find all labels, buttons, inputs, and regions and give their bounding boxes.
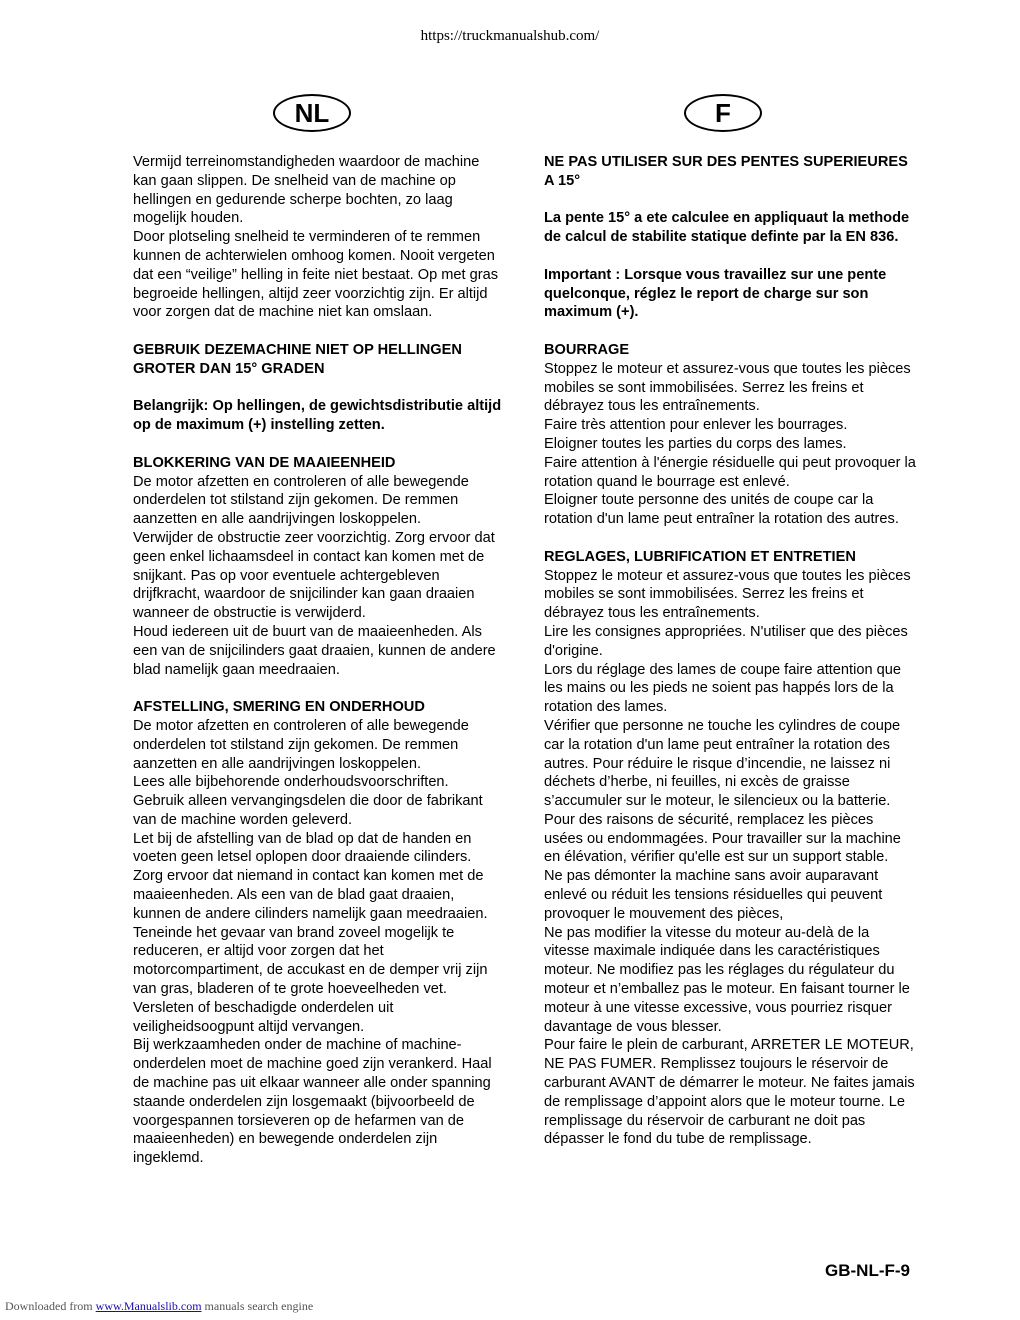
f-reglages-text-3: Lors du réglage des lames de coupe faire attention que les mains ou les pieds ne soient pas happés lors de la rotation des lames.: [544, 661, 901, 716]
f-bourrage-text-3: Eloigner toutes les parties du corps des lames.: [544, 435, 847, 452]
column-french: [544, 153, 916, 1168]
nl-maintenance-heading: AFSTELLING, SMERING EN ONDERHOUD: [133, 699, 425, 716]
f-reglages-section: [544, 548, 916, 1150]
nl-slope-warning: GEBRUIK DEZEMACHINE NIET OP HELLINGEN GROTER DAN 15° GRADEN: [133, 341, 462, 377]
nl-important-note: Belangrijk: Op hellingen, de gewichtsdistributie altijd op de maximum (+) instelling zetten.: [133, 398, 502, 434]
f-reglages-text-1: Stoppez le moteur et assurez-vous que toutes les pièces mobiles se sont immobilisées. Serrez les freins et débrayez tous les entraînements.: [544, 567, 911, 622]
column-dutch: [133, 153, 505, 1187]
f-bourrage-text-5: Eloigner toute personne des unités de coupe car la rotation d'un lame peut entraîner la rotation des autres.: [544, 492, 899, 528]
download-footer: [5, 1299, 313, 1314]
nl-intro-text-2: Door plotseling snelheid te verminderen of te remmen kunnen de achterwielen omhoog komen. Nooit vergeten dat een “veilige” helling in feite niet bestaat. Op met gras begroeide hellingen, altijd zeer voorzichtig zijn. Er altijd voor zorgen dat de machine niet kan omslaan.: [133, 229, 499, 321]
language-badge-f: F: [684, 94, 762, 132]
nl-maintenance-text-5: Bij werkzaamheden onder de machine of machine-onderdelen moet de machine goed zijn verankerd. Haal de machine pas uit elkaar wanneer alle onder spanning staande onderdelen zijn losgemaakt (bijvoorbeeld de voorgespannen torsieveren op de hefarmen van de maaieenheden) en bewegende onderdelen zijn ingeklemd.: [133, 1037, 492, 1167]
nl-blockage-heading: BLOKKERING VAN DE MAAIEENHEID: [133, 454, 396, 471]
f-bourrage-text-4: Faire attention à l'énergie résiduelle qui peut provoquer la rotation quand le bourrage est enlevé.: [544, 454, 916, 490]
footer-suffix: manuals search engine: [204, 1299, 314, 1313]
nl-maintenance-text-1: De motor afzetten en controleren of alle bewegende onderdelen tot stilstand zijn gekomen. De remmen aanzetten en alle aandrijvingen loskoppelen.: [133, 717, 469, 772]
source-url: https://truckmanualshub.com/: [420, 28, 600, 44]
manualslib-link[interactable]: www.Manualslib.com: [95, 1299, 202, 1313]
nl-blockage-text-3: Houd iedereen uit de buurt van de maaieenheden. Als een van de snijcilinders gaat draaien, kunnen de andere blad namelijk gaan meedraaien.: [133, 623, 496, 678]
f-bourrage-text-1: Stoppez le moteur et assurez-vous que toutes les pièces mobiles se sont immobilisées. Serrez les freins et débrayez tous les entraînements.: [544, 360, 911, 415]
f-reglages-text-2: Lire les consignes appropriées. N'utiliser que des pièces d'origine.: [544, 623, 908, 659]
f-bourrage-heading: BOURRAGE: [544, 341, 630, 358]
f-bourrage-section: [544, 341, 916, 529]
footer-prefix: Downloaded from: [5, 1299, 93, 1313]
f-reglages-heading: REGLAGES, LUBRIFICATION ET ENTRETIEN: [544, 548, 856, 565]
nl-maintenance-text-3: Gebruik alleen vervangingsdelen die door de fabrikant van de machine worden geleverd.: [133, 793, 483, 828]
nl-maintenance-text-4: Let bij de afstelling van de blad op dat de handen en voeten geen letsel oplopen door draaiende cilinders. Zorg ervoor dat niemand in contact kan komen met de maaieenheden. Als een van de blad gaat draaien, kunnen de andere cilinders namelijk gaan meedraaien. Teneinde het gevaar van brand zoveel mogelijk te reduceren, er altijd voor zorgen dat het motorcompartiment, de accukast en de demper vrij zijn van gras, bladeren of te grote hoeveelheden vet. Versleten of beschadigde onderdelen uit veiligheidsoogpunt altijd vervangen.: [133, 830, 488, 1035]
nl-maintenance-text-2: Lees alle bijbehorende onderhoudsvoorschriften.: [133, 774, 449, 791]
nl-maintenance-section: [133, 698, 505, 1168]
f-reglages-text-6: Ne pas modifier la vitesse du moteur au-delà de la vitesse maximale indiquée dans les caractéristiques moteur. Ne modifiez pas les réglages du régulateur du moteur et n’emballez pas le moteur. En faisant tourner le moteur à une vitesse excessive, vous pourriez risquer davantage de vous blesser.: [544, 924, 910, 1035]
f-bourrage-text-2: Faire très attention pour enlever les bourrages.: [544, 417, 848, 434]
nl-blockage-text-2: Verwijder de obstructie zeer voorzichtig. Zorg ervoor dat geen enkel lichaamsdeel in contact kan komen met de snijkant. Pas op voor eventuele achtergebleven drijfkracht, waardoor de snijcilinder kan gaan draaien wanneer de obstructie is verwijderd.: [133, 529, 495, 622]
page-number: GB-NL-F-9: [825, 1261, 910, 1280]
f-reglages-text-4: Vérifier que personne ne touche les cylindres de coupe car la rotation d'un lame peut entraîner la rotation des autres. Pour réduire le risque d’incendie, ne laissez ni déchets d’herbe, ni feuilles, ni excès de graisse s’accumuler sur le moteur, le silencieux ou la batterie. Pour des raisons de sécurité, remplacez les pièces usées ou endommagées. Pour travailler sur la machine en élévation, vérifier qu'elle est sur un support stable.: [544, 717, 901, 866]
nl-blockage-text-1: De motor afzetten en controleren of alle bewegende onderdelen tot stilstand zijn gekomen. De remmen aanzetten en alle aandrijvingen loskoppelen.: [133, 473, 469, 528]
language-badge-nl: NL: [273, 94, 351, 132]
f-calculation-note: La pente 15° a ete calculee en appliquaut la methode de calcul de stabilite statique definte par la EN 836.: [544, 210, 910, 246]
f-reglages-text-7: Pour faire le plein de carburant, ARRETER LE MOTEUR, NE PAS FUMER. Remplissez toujours le réservoir de carburant AVANT de démarrer le moteur. Ne faites jamais de remplissage d’appoint alors que le moteur tourne. Le remplissage du réservoir de carburant ne doit pas dépasser le fond du tube de remplissage.: [544, 1037, 915, 1148]
f-slope-warning: NE PAS UTILISER SUR DES PENTES SUPERIEURES A 15°: [544, 154, 908, 189]
nl-intro: [133, 153, 505, 322]
nl-intro-text: Vermijd terreinomstandigheden waardoor de machine kan gaan slippen. De snelheid van de machine op hellingen en gedurende scherpe bochten, zo laag mogelijk houden.: [133, 154, 480, 227]
nl-blockage-section: [133, 454, 505, 680]
f-reglages-text-5: Ne pas démonter la machine sans avoir auparavant enlevé ou réduit les tensions résiduelles qui peuvent provoquer le mouvement des pièces,: [544, 868, 883, 922]
f-important-note: Important : Lorsque vous travaillez sur une pente quelconque, réglez le report de charge sur son maximum (+).: [544, 266, 887, 321]
